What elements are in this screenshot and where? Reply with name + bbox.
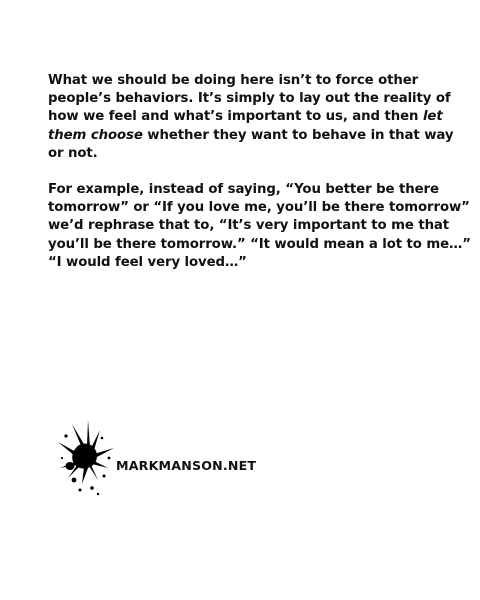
paragraph-1-line-1: What we should be doing here isn’t to force other [48,73,419,88]
article-body [48,72,471,290]
paragraph-1-line-3: how we feel and what’s important to us, and then [48,109,423,125]
paragraph-2-line-1: For example, instead of saying, “You better be there [48,182,439,198]
paragraph-1-line-5: or not. [48,145,98,161]
paragraph-1 [48,72,454,163]
emphasis-them-choose: them choose [48,127,143,143]
paragraph-2-line-5: “I would feel very loved…” [48,254,247,270]
paragraph-2-line-4: you’ll be there tomorrow.” “It would mean a lot to me…” [48,236,471,252]
paragraph-2-line-2: tomorrow” or “If you love me, you’ll be there tomorrow” [48,200,470,216]
brand-name: MARKMANSON.NET [116,458,257,473]
emphasis-let: let [422,109,443,125]
brand-footer [54,418,314,498]
paragraph-2-line-3: we’d rephrase that to, “It’s very important to me that [48,218,450,234]
paragraph-1-line-4: whether they want to behave in that way [142,127,454,143]
paragraph-1-line-2: people’s behaviors. It’s simply to lay out the reality of [48,91,451,107]
paragraph-2 [48,181,471,272]
ink-splat-icon [54,418,116,498]
